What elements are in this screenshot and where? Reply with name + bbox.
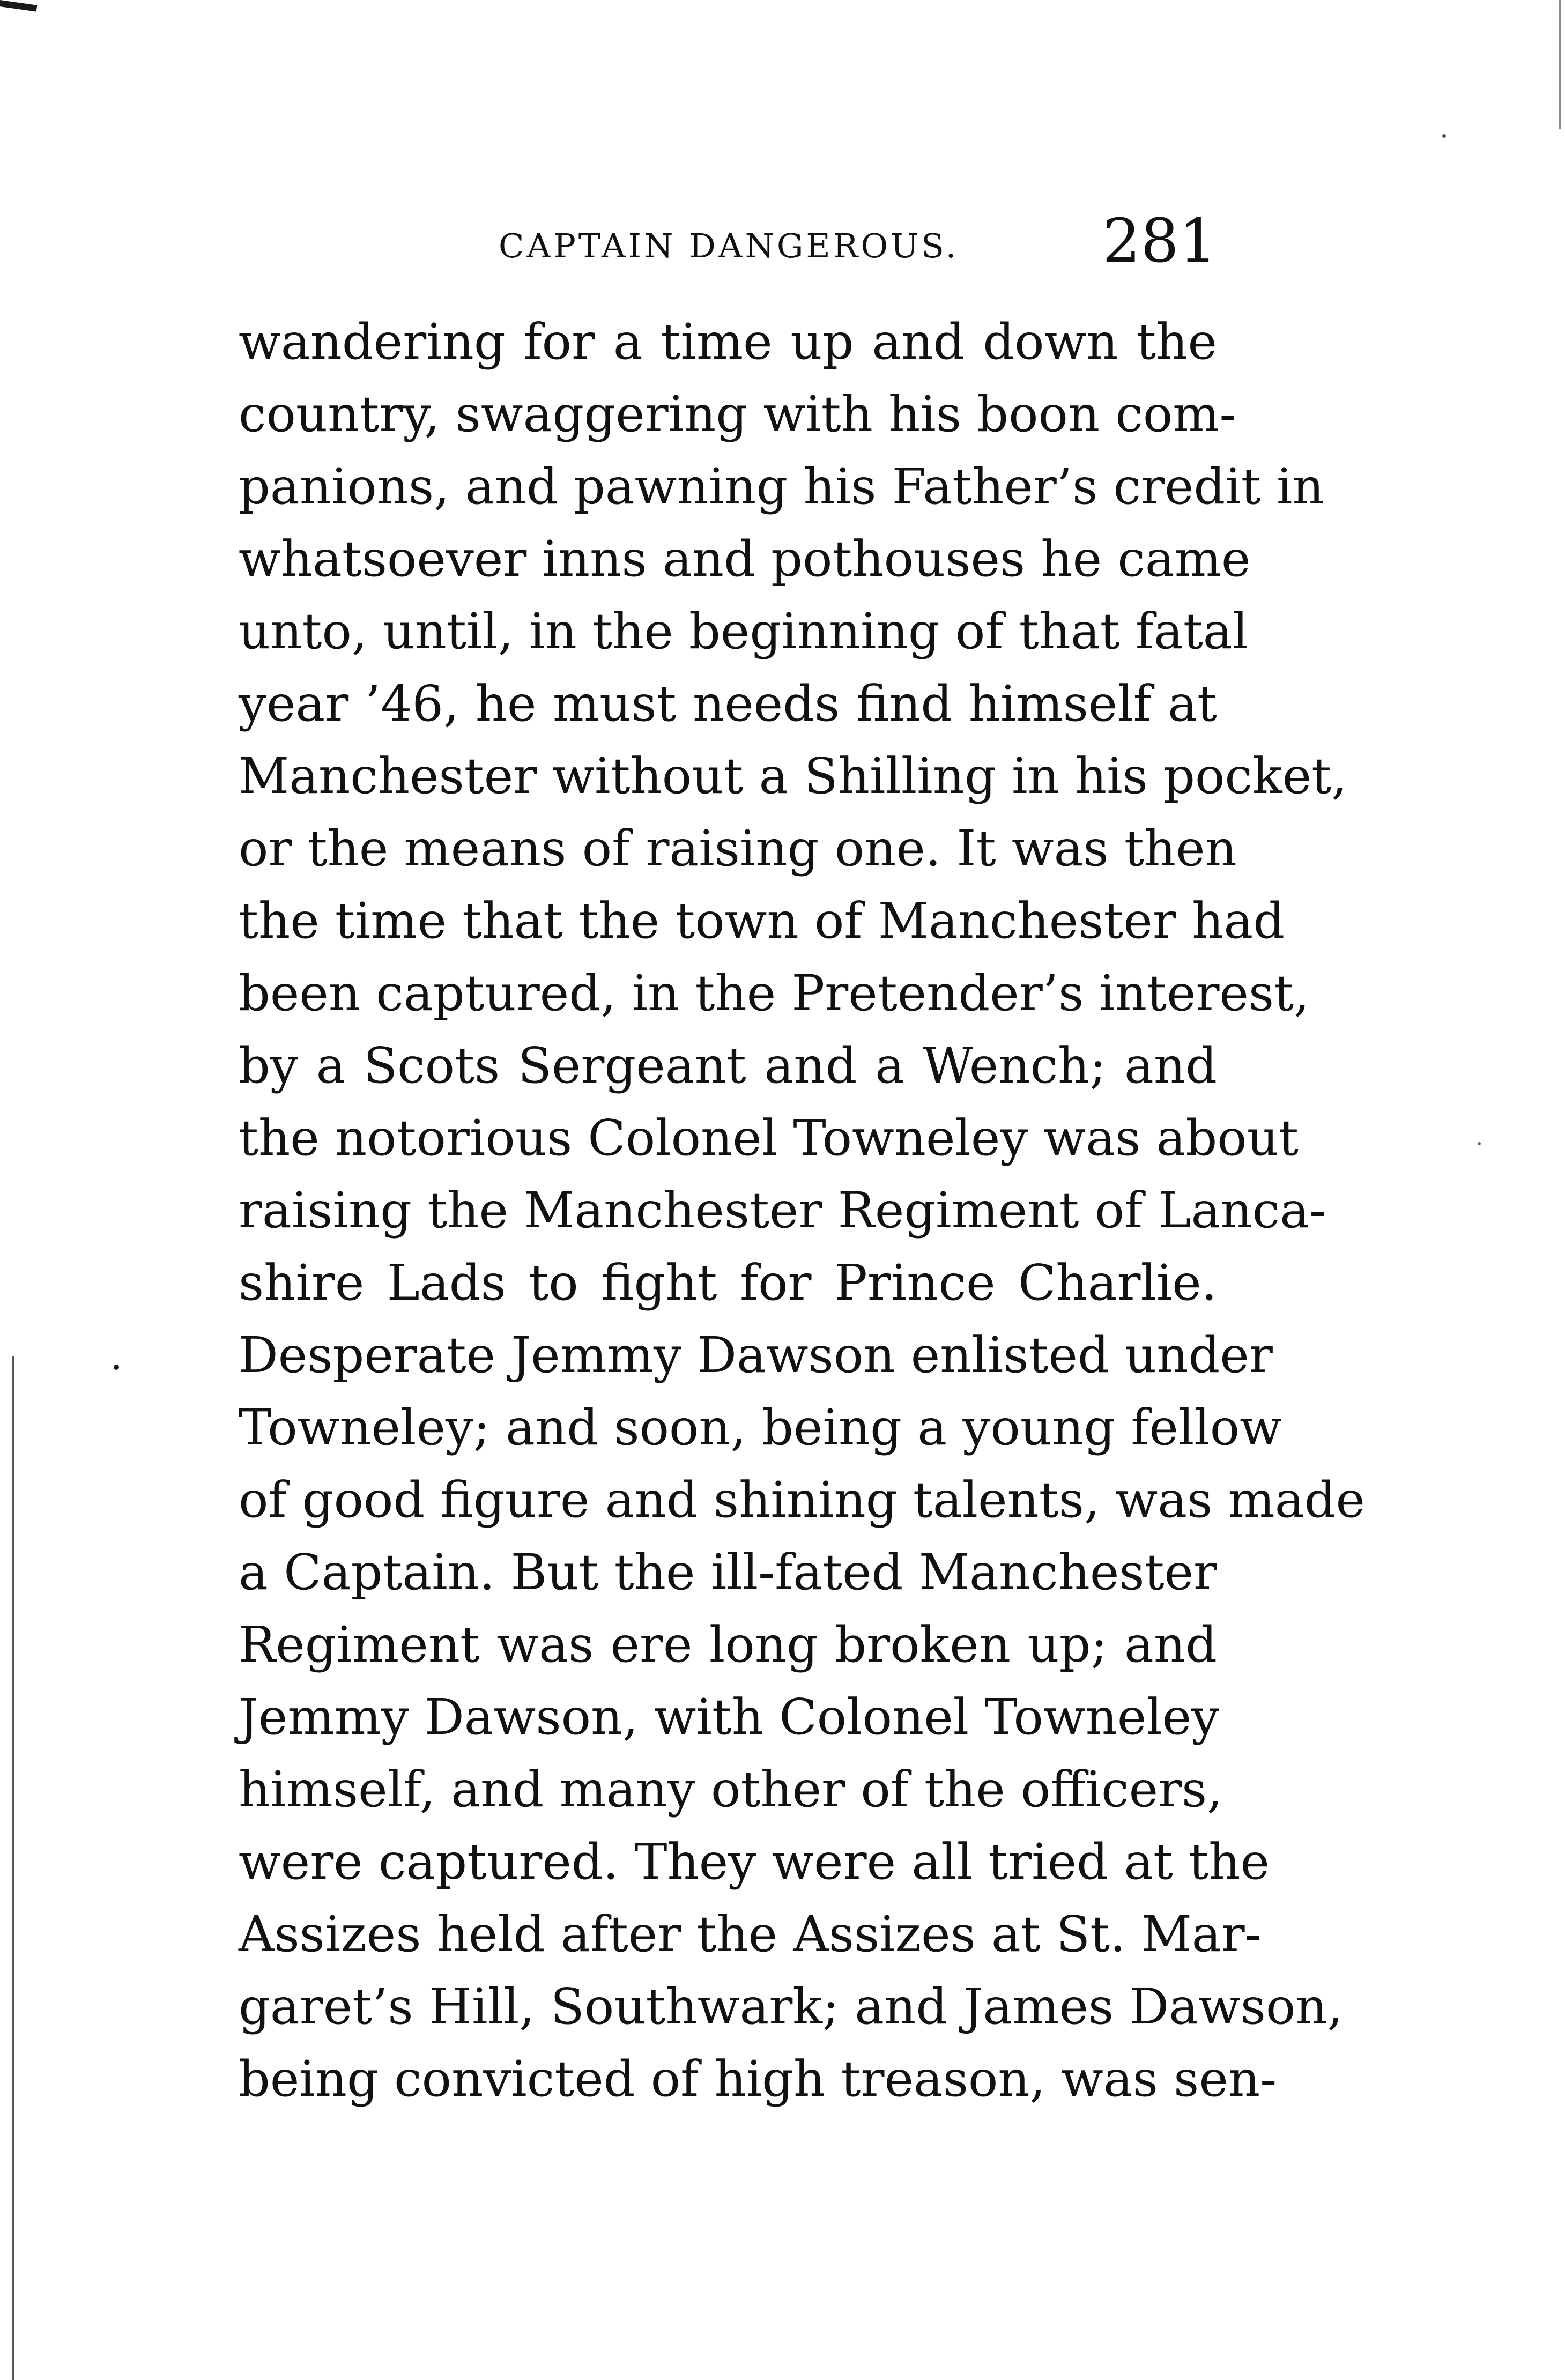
- scan-dot: [114, 1365, 119, 1370]
- text-line: being convicted of high treason, was sen-: [239, 2050, 1277, 2108]
- running-head: CAPTAIN DANGEROUS.: [499, 226, 959, 265]
- text-line: Desperate Jemmy Dawson enlisted under: [239, 1326, 1273, 1384]
- text-line: the time that the town of Manchester had: [239, 892, 1285, 950]
- text-line: a Captain. But the ill-fated Manchester: [239, 1544, 1217, 1601]
- body-text: [239, 306, 1365, 2115]
- text-line: Manchester without a Shilling in his pocket,: [239, 747, 1347, 805]
- text-line: been captured, in the Pretender’s interest,: [239, 965, 1310, 1022]
- text-line: country, swaggering with his boon com-: [239, 385, 1236, 443]
- text-line: of good figure and shining talents, was made: [239, 1471, 1365, 1529]
- page-number: 281: [1102, 206, 1217, 276]
- text-line: by a Scots Sergeant and a Wench; and: [239, 1037, 1217, 1094]
- text-line: garet’s Hill, Southwark; and James Dawson,: [239, 1978, 1343, 2035]
- scan-edge-line-left: [12, 1356, 14, 2380]
- scan-corner-mark: [0, 0, 37, 12]
- text-line: panions, and pawning his Father’s credit in: [239, 458, 1324, 515]
- text-line: or the means of raising one. It was then: [239, 820, 1237, 877]
- text-line: Towneley; and soon, being a young fellow: [239, 1399, 1282, 1456]
- text-line: shire Lads to fight for Prince Charlie.: [239, 1254, 1217, 1311]
- scan-dot: [1478, 1142, 1481, 1145]
- text-line: wandering for a time up and down the: [239, 313, 1217, 370]
- text-line: were captured. They were all tried at the: [239, 1833, 1270, 1890]
- text-line: Assizes held after the Assizes at St. Mar-: [239, 1906, 1262, 1963]
- text-line: unto, until, in the beginning of that fatal: [239, 603, 1249, 660]
- text-line: year ’46, he must needs find himself at: [239, 675, 1217, 732]
- scan-edge-line-right: [1559, 0, 1561, 129]
- page-header: [236, 204, 1217, 279]
- text-line: raising the Manchester Regiment of Lanca-: [239, 1182, 1326, 1239]
- scan-dot: [1442, 134, 1446, 138]
- text-line: whatsoever inns and pothouses he came: [239, 530, 1251, 588]
- text-line: the notorious Colonel Towneley was about: [239, 1109, 1299, 1167]
- text-line: Jemmy Dawson, with Colonel Towneley: [239, 1688, 1220, 1746]
- text-line: Regiment was ere long broken up; and: [239, 1616, 1217, 1673]
- text-line: himself, and many other of the officers,: [239, 1761, 1223, 1818]
